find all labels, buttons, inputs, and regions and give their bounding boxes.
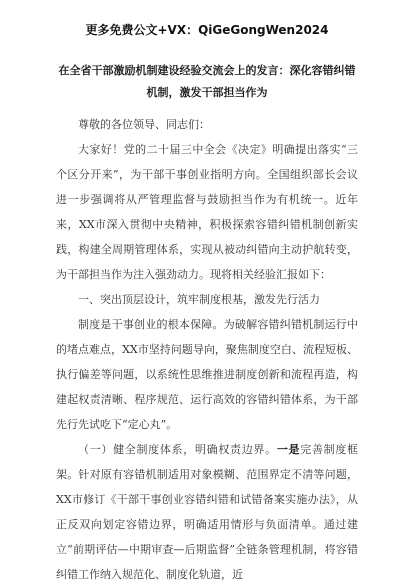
intro-paragraph: 大家好！党的二十届三中全会《决定》明确提出落实“三个区分开来”，为干部干事创业指明方向。全国组织部长会议进一步强调将从严管理监督与鼓励担当作为有机统一。近年来，XX市深入贯彻中央精神，积极探索容错纠错机制创新实践，构建全周期管理体系，实现从被动纠错向主动护航转变，为干部担当作为注入强劲动力。现将相关经验汇报如下：	[56, 143, 358, 281]
salutation: 尊敬的各位领导、同志们：	[78, 118, 210, 131]
subsection-1-paragraph	[56, 437, 358, 587]
subsection-body: 完善制度框架。针对原有容错机制适用对象模糊、范围界定不清等问题，XX市修订《干部干事创业容错纠错和试错备案实施办法》，从正反双向划定容错边界，明确适用情形与负面清单。通过建立“前期评估—中期审查—后期监督”全链条管理机制，将容错纠错工作纳入规范化、制度化轨道，近	[56, 443, 359, 581]
document-title: 在全省干部激励机制建设经验交流会上的发言：深化容错纠错机制，激发干部担当作为	[58, 64, 356, 99]
subsection-point-marker: 一是	[276, 443, 301, 456]
promo-banner: 更多免费公文+VX：QiGeGongWen2024	[85, 23, 329, 37]
subsection-lead: （一）健全制度体系，明确权责边界。	[78, 443, 277, 456]
section-1-paragraph: 制度是干事创业的根本保障。为破解容错纠错机制运行中的堵点难点，XX市坚持问题导向，聚焦制度空白、流程短板、执行偏差等问题，以系统性思维推进制度创新和流程再造，构建起权责清晰、程序规范、运行高效的容错纠错体系，为干部先行先试吃下“定心丸”。	[56, 318, 358, 431]
section-heading-1: 一、突出顶层设计，筑牢制度根基，激发先行活力	[78, 293, 320, 306]
